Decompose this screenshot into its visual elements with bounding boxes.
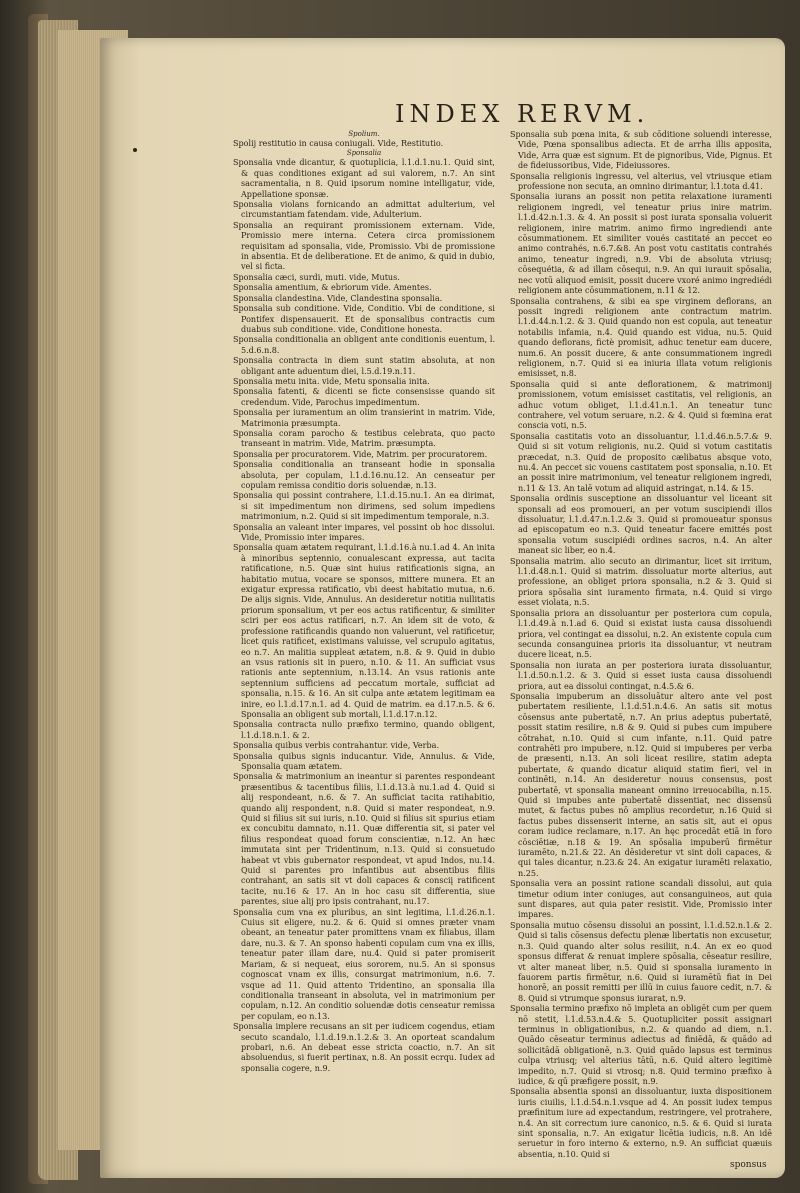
- index-entry: Sponsalia violans fornicando an admittat adulterium, vel circumstantiam fatendam. vide, Adulterium.: [233, 200, 495, 220]
- index-entry: Sponsalia ordinis susceptione an dissoluantur vel liceant sit sponsali ad eos promoueri, an per votum suscipiendi illos dissoluatur, l.1.d.47.n.1.2.& 3. Quid si promoueatur sponsus ad episcopatum eo n.3. Quid teneatur facere emittés post sponsalia votum suscipiédi ordines sacros, n.4. An alter maneat sic liber, eo n.4.: [510, 494, 772, 556]
- index-entry: Sponsalia cæci, surdi, muti. vide, Mutus.: [233, 272, 400, 282]
- index-entry: Sponsalia per iuramentum an olim transierint in matrim. Vide, Matrimonia præsumpta.: [233, 408, 495, 428]
- margin-mark: [133, 148, 137, 152]
- index-entry: Sponsalia conditionalia an obligent ante conditionis euentum, l. 5.d.6.n.8.: [233, 335, 495, 355]
- left-column: [233, 130, 495, 1170]
- index-entry: Sponsalia fatenti, & dicenti se ficte consensisse quando sit credendum. Vide, Parochus impedimentum.: [233, 387, 495, 407]
- index-entry: Sponsalia priora an dissoluantur per posteriora cum copula, l.1.d.49.à n.1.ad 6. Quid si existat iusta causa dissoluendi priora, vel contingat ea dissolui, n.2. An existente copula cum secunda consanguinea prioris ita dissoluantur, vt neutram ducere liceat, n.5.: [510, 608, 772, 660]
- index-entry: Sponsalia matrim. alio secuto an dirimantur, licet sit irritum, l.1.d.48.n.1. Quid si matrim. dissoluatur morte alterius, aut professione, an obliget priora sponsalia, n.2 & 3. Quid si priora spōsalia sint iuramento firmata, n.4. Quid si virgo esset violata, n.5.: [510, 556, 772, 608]
- index-entry: Sponsalia castitatis voto an dissoluantur, l.1.d.46.n.5.7.& 9. Quid si sit votum religionis, nu.2. Quid si votum castitatis præcedat, n.3. Quid de proposito cælibatus absque voto, nu.4. An peccet sic vouens castitatem post sponsalia, n.10. Et an possit inire matrimonium, vel teneatur religionem ingredi, n.11 & 13. An talē votum ad aliquid astringat, n.14. & 15.: [510, 431, 772, 493]
- index-entry: Sponsalia mutuo cōsensu dissolui an possint, l.1.d.52.n.1.& 2. Quid si talis cōsensus defectu plenæ libertatis non excusetur, n.3. Quid quando alter solus resiliit, n.4. An ex eo quod sponsus differat & renuat implere spōsalia, cēseatur resilire, vt alter maneat liber, n.5. Quid si sponsalia iuramento in fauorem partis firmētur, n.6. Quid si iuramētū fiat in Dei honorē, an possit remitti per illū in cuius fauore cedit, n.7. & 8. Quid si vtrumque sponsus iurarat, n.9.: [510, 920, 772, 1003]
- index-entry: Sponsalia contracta nullo præfixo termino, quando obligent, l.1.d.18.n.1. & 2.: [233, 720, 495, 740]
- right-column: [510, 130, 772, 1170]
- index-entry: Sponsalia qui possint contrahere, l.1.d.15.nu.1. An ea dirimat, si sit impedimentum non dirimens, sed solum impediens matrimonium, n.2. Quid si sit impedimentum temporale, n.3.: [233, 491, 495, 522]
- index-entry: Sponsalia religionis ingressu, vel alterius, vel vtriusque etiam professione non secuta, an omnino dirimantur, l.1.tota d.41.: [510, 171, 772, 192]
- index-entry: Sponsalia sub pœna inita, & sub cōditione soluendi interesse, Vide, Pœna sponsalibus adiecta. Et de arrha illis apposita, Vide, Arra quæ est signum. Et de pignoribus, Vide, Pignus. Et de fideiussoribus, Vide, Fideiussores.: [510, 130, 772, 171]
- index-entry: Sponsalia iurans an possit non petita relaxatione iuramenti religionem ingredi, vel teneatur prius inire matrim. l.1.d.42.n.1.3. & 4. An possit si post iurata sponsalia voluerit religionem, inire matrim. animo firmo ingrediendi ante cōsummationem. Et similiter voués castitaté an peccet eo animo contrahés, n.6.7.&8. An post votu castitatis contrahés animo, teneatur ingredi, n.9. Vbi de absoluta vtriusq; cōsequétia, & ad illam cōsequi, n.9. An qui iurauit spōsalia, nec votū aliquod emisit, possit ducere vxoré animo ingrediédi religionem ante cōsummationem, n.11 & 12.: [510, 192, 772, 296]
- index-entry: Sponsalia vera an possint ratione scandali dissolui, aut quia timetur odium inter coniuges, aut consanguineos, aut quia sunt dispares, aut quia pater resistit. Vide, Promissio inter impares.: [510, 879, 772, 920]
- index-entry: Sponsalia conditionalia an transeant hodie in sponsalia absoluta, per copulam, l.1.d.16.nu.12. An censeatur per copulam remissa conditio doris soluendæ, n.13.: [233, 460, 495, 490]
- index-entry: Sponsalia impuberum an dissoluātur altero ante vel post pubertatem resiliente, l.1.d.51.n.4.6. An satis sit motus cōsensus ante pubertatē, n.7. An prius adeptus pubertatē, possit statim resilire, n.8 & 9. Quid si pubes cum impubere cōtrahat, n.10. Quid si cum infante, n.11. Quid patre contrahēti pro impubere, n.12. Quid si impuberes per verba de præsenti, n.13. An soli liceat resilire, statim adepta pubertate, & quando dicatur aliquid statim fieri, vel in continēti, n.14. An desideretur nouus consensus, post pubertatē, vt sponsalia maneant omnino irreuocabilia, n.15. Quid si impubes ante pubertatē dissentiat, nec dissensū mutet, & factus pubes nō amplius recordetur, n.16 Quid si factus pubes dissenserit interne, an satis sit, aut ei opus coram iudice reclamare, n.17. An hęc procedāt etiā in foro cōsciētiæ, n.18 & 19. An spōsalia impuberū firmētur iuramēto, n.21.& 22. An dēsideretur vt sint doli capaces, & qui tales dicantur, n.23.& 24. An exigatur iuramēti relaxatio, n.25.: [510, 691, 772, 878]
- index-entry: Sponsalia sub conditione. Vide, Conditio. Vbi de conditione, si Pontifex dispensauerit. Et de sponsalibus contractis cum duabus sub conditione. vide, Conditione honesta.: [233, 304, 495, 334]
- subheading: Sponsalia: [346, 149, 382, 158]
- index-entry: Sponsalia per procuratorem. Vide, Matrim. per procuratorem.: [233, 449, 488, 459]
- index-entry: Sponsalia non iurata an per posteriora iurata dissoluantur, l.1.d.50.n.1.2. & 3. Quid si esset iusta causa dissoluendi priora, aut ea dissolui contingat, n.4.5.& 6.: [510, 660, 772, 691]
- index-entry: Sponsalia metu inita. vide, Metu sponsalia inita.: [233, 376, 430, 386]
- index-entry: Sponsalia quibus signis inducantur. Vide, Annulus. & Vide, Sponsalia quam ætatem.: [233, 751, 495, 771]
- index-entry: Sponsalia coram parocho & testibus celebrata, quo pacto transeant in matrim. Vide, Matrim. præsumpta.: [233, 428, 495, 449]
- index-entry: Sponsalia quid si ante deflorationem, & matrimonij promissionem, votum emisisset castitatis, vel religionis, an adhuc votum obliget, l.1.d.41.n.1. An teneatur tunc contrahere, vel votum seruare, n.2. & 4. Quid si fœmina erat conscia voti, n.5.: [510, 379, 772, 431]
- index-entry: Sponsalia an requirant promissionem externam. Vide, Promissio mere interna. Cetera circa promissionem requisitam ad sponsalia, vide, Promissio. Vbi de promissione in absentia. Et de deliberatione. Et de animo, & quid in dubio, vel si ficta.: [233, 220, 495, 272]
- index-entry: Sponsalia contrahens, & sibi ea spe virginem deflorans, an possit ingredi religionem ante contractum matrim. l.1.d.44.n.1.2. & 3. Quid quando non est copula, aut teneatur notabilis infamia, n.4. Quid quando est vidua, nu.5. Quid quando deflorans, fictè promisit, adhuc tenetur eam ducere, num.6. An possit ducere, & ante consummationem ingredi religionem, n.7. Quid si ea iniuria illata votum religionis emisisset, n.8.: [510, 296, 772, 379]
- index-entry: Sponsalia & matrimonium an ineantur si parentes respondeant præsentibus & tacentibus filiis, l.1.d.13.à nu.1.ad 4. Quid si alij respondeant, n.6. & 7. An sufficiat tacita ratihabitio, quando alij respondent, n.8. Quid si mater respondeat, n.9. Quid si filius sit sui iuris, n.10. Quid si filius sit spurius etiam ex concubitu damnato, n.11. Quæ differentia sit, si pater vel filius respondeat quoad forum conscientiæ, n.12. An hæc immutata sint per Tridentinum, n.13. Quid si consuetudo habeat vt vbis gubernator respondeat, vt apud Indos, nu.14. Quid si parentes pro infantibus aut absentibus filiis contrahant, an satis sit vt doli capaces & consciį ratificent tacite, nu.16 & 17. An in hoc casu sit differentia, siue parentes, siue alij pro ipsis contrahant, nu.17.: [233, 772, 495, 907]
- running-header: INDEX RERVM.: [395, 100, 650, 128]
- index-entry: Sponsalia contracta in diem sunt statim absoluta, at non obligant ante aduentum diei, l.5.d.19.n.11.: [233, 356, 495, 376]
- index-entry: Spolij restitutio in causa coniugali. Vide, Restitutio.: [233, 139, 444, 148]
- index-entry: Sponsalia termino præfixo nō impleta an obligēt cum per quem nō stetit, l.1.d.53.n.4.& 5. Quotupliciter possit assignari terminus in obligationibus, n.2. & quando ad diem, n.1. Quādo cēseatur terminus adiectus ad finiēdā, & quādo ad sollicitādā obligationē, n.3. Quid quādo lapsus est terminus culpa vtriusq; vel alterius tātū, n.6. Quid altero legitimè impedito, n.7. Quid si vtrosq; n.8. Quid termino præfixo à iudice, & qū præfigere possit, n.9.: [510, 1004, 772, 1086]
- index-entry: Sponsalia quibus verbis contrahantur. vide, Verba.: [233, 741, 440, 751]
- index-entry: Sponsalia implere recusans an sit per iudicem cogendus, etiam secuto scandalo, l.1.d.19.n.1.2.& 3. An oporteat scandalum probari, n.6. An debeat esse stricta coactio, n.7. An sit absoluendus, si fuerit pertinax, n.8. An possit ecrqu. Iudex ad sponsalia cogere, n.9.: [233, 1022, 495, 1073]
- index-entry: Sponsalia amentium, & ebriorum vide. Amentes.: [233, 283, 432, 293]
- subheading: Spolium.: [348, 130, 380, 138]
- index-entry: Sponsalia cum vna ex pluribus, an sint legitima, l.1.d.26.n.1. Cuius sit eligere, nu.2. & 6. Quid si omnes præter vnam obeant, an teneatur pater promittens vnam ex filiabus, illam dare, nu.3. & 7. An sponso habenti copulam cum vna ex illis, teneatur pater illam dare, nu.4. Quid si pater promiserit Mariam, & si nequeat, eius sororem, nu.5. An si sponsus cognoscat vnam ex illis, consurgat matrimonium, n.6. 7. vsque ad 11. Quid attento Tridentino, an sponsalia illa conditionalia transeant in absoluta, vel in matrimonium per copulam, n.12. An conditio soluendæ dotis censeatur remissa per copulam, eo n.13.: [233, 907, 495, 1021]
- index-entry: Sponsalia clandestina. Vide, Clandestina sponsalia.: [233, 293, 443, 303]
- catchword: sponsus: [730, 1160, 767, 1170]
- index-entry: Sponsalia an valeant inter impares, vel possint ob hoc dissolui. Vide, Promissio inter impares.: [233, 522, 495, 543]
- index-entry: Sponsalia quam ætatem requirant, l.1.d.16.à nu.1.ad 4. An inita à minoribus septennio, conualescant expressa, aut tacita ratificatione, n.5. Quæ sint huius ratificationis signa, an habitatio mutua, vocare se sponsos, mittere munera. Et an exigatur expressa ratificatio, vbi deest habitatio mutua, n.6. De alijs signis. Vide, Annulus. An desideretur notitia nullitatis priorum sponsalium, vt per eos actus ratificentur, & similiter sciri per eos actus ratificari, n.7. An idem sit de voto, & professione ratificandis quando non valuerunt, vel ratificetur, licet quis ratificet, existimans valuisse, vel scrupulo agitatus, eo n.7. An malitia suppleat ætatem, n.8. & 9. Quid in dubio an vsus rationis sit in puero, n.10. & 11. An sufficiat vsus rationis ante septennium, n.13.14. An vsus rationis ante septennium sufficiens ad peccatum mortale, sufficiat ad sponsalia, n.15. & 16. An sit culpa ante ætatem legitimam ea inire, eo l.1.d.17.n.1. ad 4. Quid de matrim. ea d.17.n.5. & 6. Sponsalia an obligent sub mortali, l.1.d.17.n.12.: [233, 543, 495, 719]
- index-entry: Sponsalia absentia sponsi an dissoluantur, iuxta dispositionem iuris ciuilis, l.1.d.54.n.1.vsque ad 4. An possit iudex tempus præfinitum iure ad expectandum, restringere, vel protrahere, n.4. An sit correctum iure canonico, n.5. & 6. Quid si iurata sint sponsalia, n.7. An exigatur licētia iudicis, n.8. An idē seruetur in foro interno & externo, n.9. An sufficiat quæuis absentia, n.10. Quid si: [510, 1087, 772, 1159]
- index-entry: Sponsalia vnde dicantur, & quotuplicia, l.1.d.1.nu.1. Quid sint, & quas conditiones exigant ad sui valorem, n.7. An sint sacramentalia, n 8. Quid ipsorum nomine intelligatur, vide, Appellatione sponsæ.: [233, 158, 495, 199]
